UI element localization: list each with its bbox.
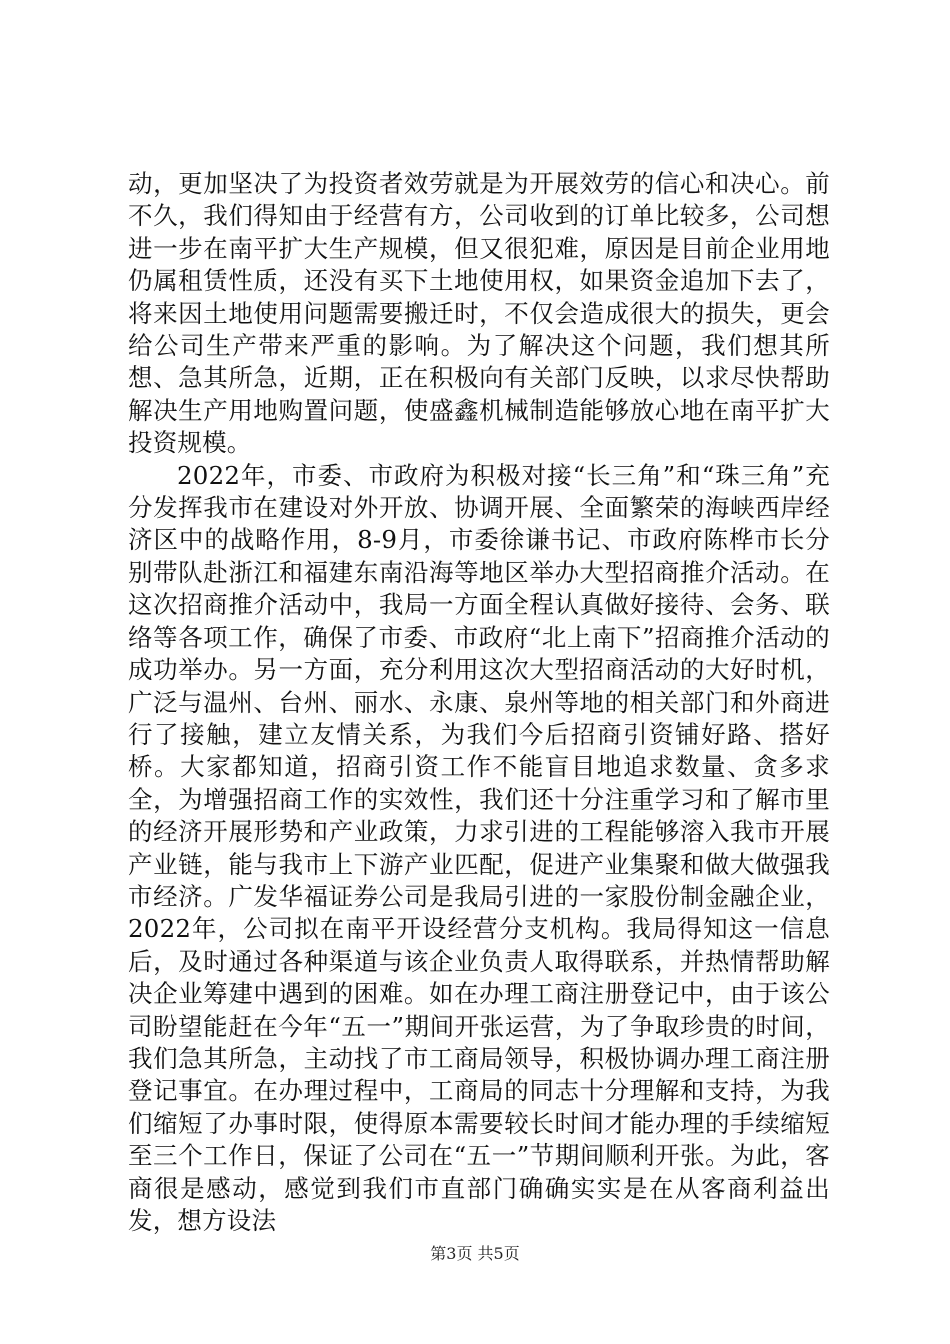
- page-footer: 第3页 共5页: [430, 1244, 520, 1263]
- paragraph-1: 动，更加坚决了为投资者效劳就是为开展效劳的信心和决心。前不久，我们得知由于经营有方，公司收到的订单比较多，公司想进一步在南平扩大生产规模，但又很犯难，原因是目前企业用地仍属租赁性质，还没有买下土地使用权，如果资金追加下去了，将来因土地使用问题需要搬迁时，不仅会造成很大的损失，更会给公司生产带来严重的影响。为了解决这个问题，我们想其所想、急其所急，近期，正在积极向有关部门反映，以求尽快帮助解决生产用地购置问题，使盛鑫机械制造能够放心地在南平扩大投资规模。: [128, 169, 830, 458]
- document-body: [128, 168, 830, 1237]
- paragraph-2: 2022年，市委、市政府为积极对接“长三角”和“珠三角”充分发挥我市在建设对外开放、协调开展、全面繁荣的海峡西岸经济区中的战略作用，8-9月，市委徐谦书记、市政府陈桦市长分别带队赴浙江和福建东南沿海等地区举办大型招商推介活动。在这次招商推介活动中，我局一方面全程认真做好接待、会务、联络等各项工作，确保了市委、市政府“北上南下”招商推介活动的成功举办。另一方面，充分利用这次大型招商活动的大好时机，广泛与温州、台州、丽水、永康、泉州等地的相关部门和外商进行了接触，建立友情关系，为我们今后招商引资铺好路、搭好桥。大家都知道，招商引资工作不能盲目地追求数量、贪多求全，为增强招商工作的实效性，我们还十分注重学习和了解市里的经济开展形势和产业政策，力求引进的工程能够溶入我市开展产业链，能与我市上下游产业匹配，促进产业集聚和做大做强我市经济。广发华福证券公司是我局引进的一家股份制金融企业，2022年，公司拟在南平开设经营分支机构。我局得知这一信息后，及时通过各种渠道与该企业负责人取得联系，并热情帮助解决企业筹建中遇到的困难。如在办理工商注册登记中，由于该公司盼望能赶在今年“五一”期间开张运营，为了争取珍贵的时间，我们急其所急，主动找了市工商局领导，积极协调办理工商注册登记事宜。在办理过程中，工商局的同志十分理解和支持，为我们缩短了办事时限，使得原本需要较长时间才能办理的手续缩短至三个工作日，保证了公司在“五一”节期间顺利开张。为此，客商很是感动，感觉到我们市直部门确确实实是在从客商利益出发，想方设法: [128, 460, 830, 1235]
